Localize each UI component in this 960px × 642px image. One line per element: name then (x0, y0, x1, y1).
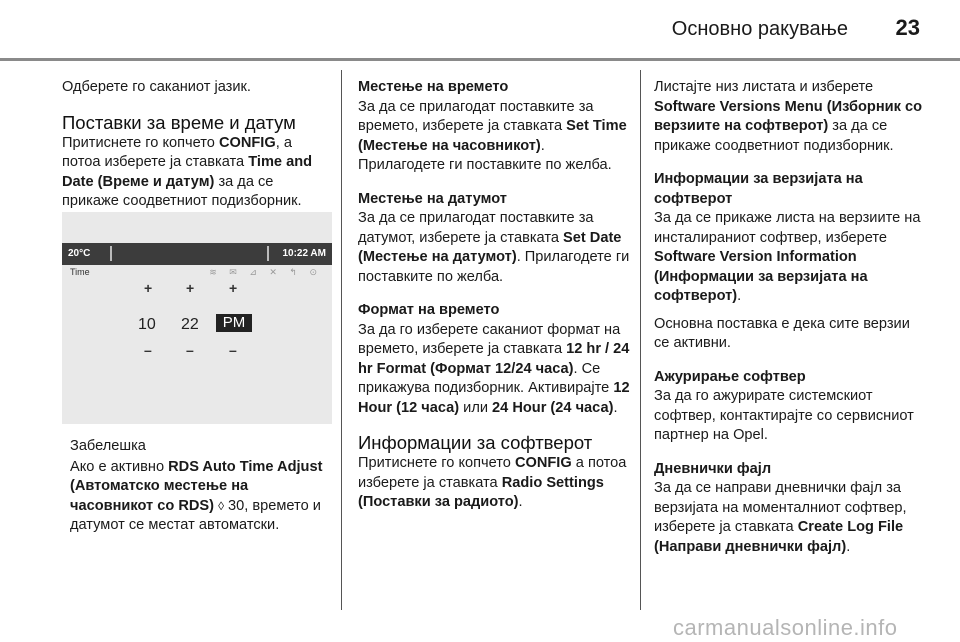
column-1 (62, 78, 330, 224)
paragraph-software-menu: Листајте низ листата и изберете Software Versions Menu (Изборник со верзиите на софтверот) за да се прикаже соодветниот подизборник. (654, 79, 922, 154)
heading-set-time: Местење на времето (358, 79, 509, 95)
heading-time-date: Поставки за време и датум (62, 111, 296, 133)
paragraph-software-info: Притиснете го копчето CONFIG а потоа изберете ја ставката Radio Settings (Поставки за радиото). (358, 455, 627, 510)
screen-temperature: 20°C (68, 248, 91, 259)
minute-value: 22 (181, 316, 199, 333)
column-divider-2 (640, 70, 641, 610)
chapter-title: Основно ракување (671, 18, 848, 40)
paragraph-time-format: За да го изберете саканиот формат на времето, изберете ја ставката 12 hr / 24 hr Format (Формат 12/24 часа). Се прикажува подизборник. Активирајте 12 Hour (12 часа) или 24 Hour (24 часа). (358, 321, 630, 416)
status-separator (110, 246, 112, 261)
watermark: carmanualsonline.info (673, 615, 898, 640)
ampm-minus-icon: – (229, 342, 237, 358)
note-title: Забелешка (70, 438, 146, 454)
screen-status-bar (62, 243, 332, 265)
paragraph-default-setting: Основна поставка е дека сите верзии се активни. (654, 315, 910, 351)
paragraph-time-date: Притиснете го копчето CONFIG, а потоа изберете ја ставката Time and Date (Време и датум) за да се прикаже соодветниот подизборник. (62, 134, 313, 209)
heading-time-format: Формат на времето (358, 302, 500, 318)
paragraph-software-update: За да го ажурирате системскиот софтвер, контактирајте со сервисниот партнер на Opel. (654, 388, 914, 443)
column-2 (358, 78, 630, 525)
page-number: 23 (895, 15, 920, 40)
paragraph-log-file: За да се направи дневнички фајл за верзијата на моменталниот софтвер, изберете ја ставката Create Log File (Направи дневнички фајл). (654, 480, 907, 555)
note-text: Ако е активно RDS Auto Time Adjust (Автоматско местење на часовникот со RDS) ◊ 30, времето и датумот се местат автоматски. (70, 458, 323, 533)
heading-software-info: Информации за софтверот (358, 432, 593, 453)
heading-set-date: Местење на датумот (358, 190, 507, 207)
note-box (70, 437, 332, 536)
heading-software-update: Ажурирање софтвер (654, 368, 806, 385)
header-divider (0, 58, 960, 61)
paragraph-set-date: За да се прилагодат поставките за датумот, изберете ја ставката Set Date (Местење на датумот). Прилагодете ги поставките по желба. (358, 210, 630, 285)
screen-clock: 10:22 AM (282, 248, 326, 259)
minute-minus-icon: – (186, 342, 194, 358)
hour-minus-icon: – (144, 342, 152, 358)
page-reference-icon: ◊ (218, 498, 224, 513)
heading-log-file: Дневнички фајл (654, 460, 772, 477)
hour-plus-icon: + (144, 280, 153, 296)
column-divider-1 (341, 70, 342, 610)
ampm-plus-icon: + (229, 280, 238, 296)
intro-text: Одберете го саканиот јазик. (62, 79, 251, 95)
minute-plus-icon: + (186, 280, 195, 296)
paragraph-set-time: За да се прилагодат поставките за времето, изберете ја ставката Set Time (Местење на часовникот). Прилагодете ги поставките по желба. (358, 98, 627, 173)
page-header (0, 0, 960, 58)
status-separator (267, 246, 269, 261)
time-screen-illustration (62, 212, 332, 424)
hour-value: 10 (138, 316, 156, 333)
screen-title: Time (70, 267, 90, 277)
column-3 (654, 78, 926, 569)
paragraph-version-info: За да се прикаже листа на верзиите на инсталираниот софтвер, изберете Software Version Information (Информации за верзијата на софтверот). (654, 210, 921, 304)
heading-version-info: Информации за верзијата на софтверот (654, 171, 863, 207)
screen-status-icons: ≋ ✉ ⊿ ✕ ↰ ⊙ (209, 267, 322, 277)
ampm-value: PM (216, 314, 252, 332)
